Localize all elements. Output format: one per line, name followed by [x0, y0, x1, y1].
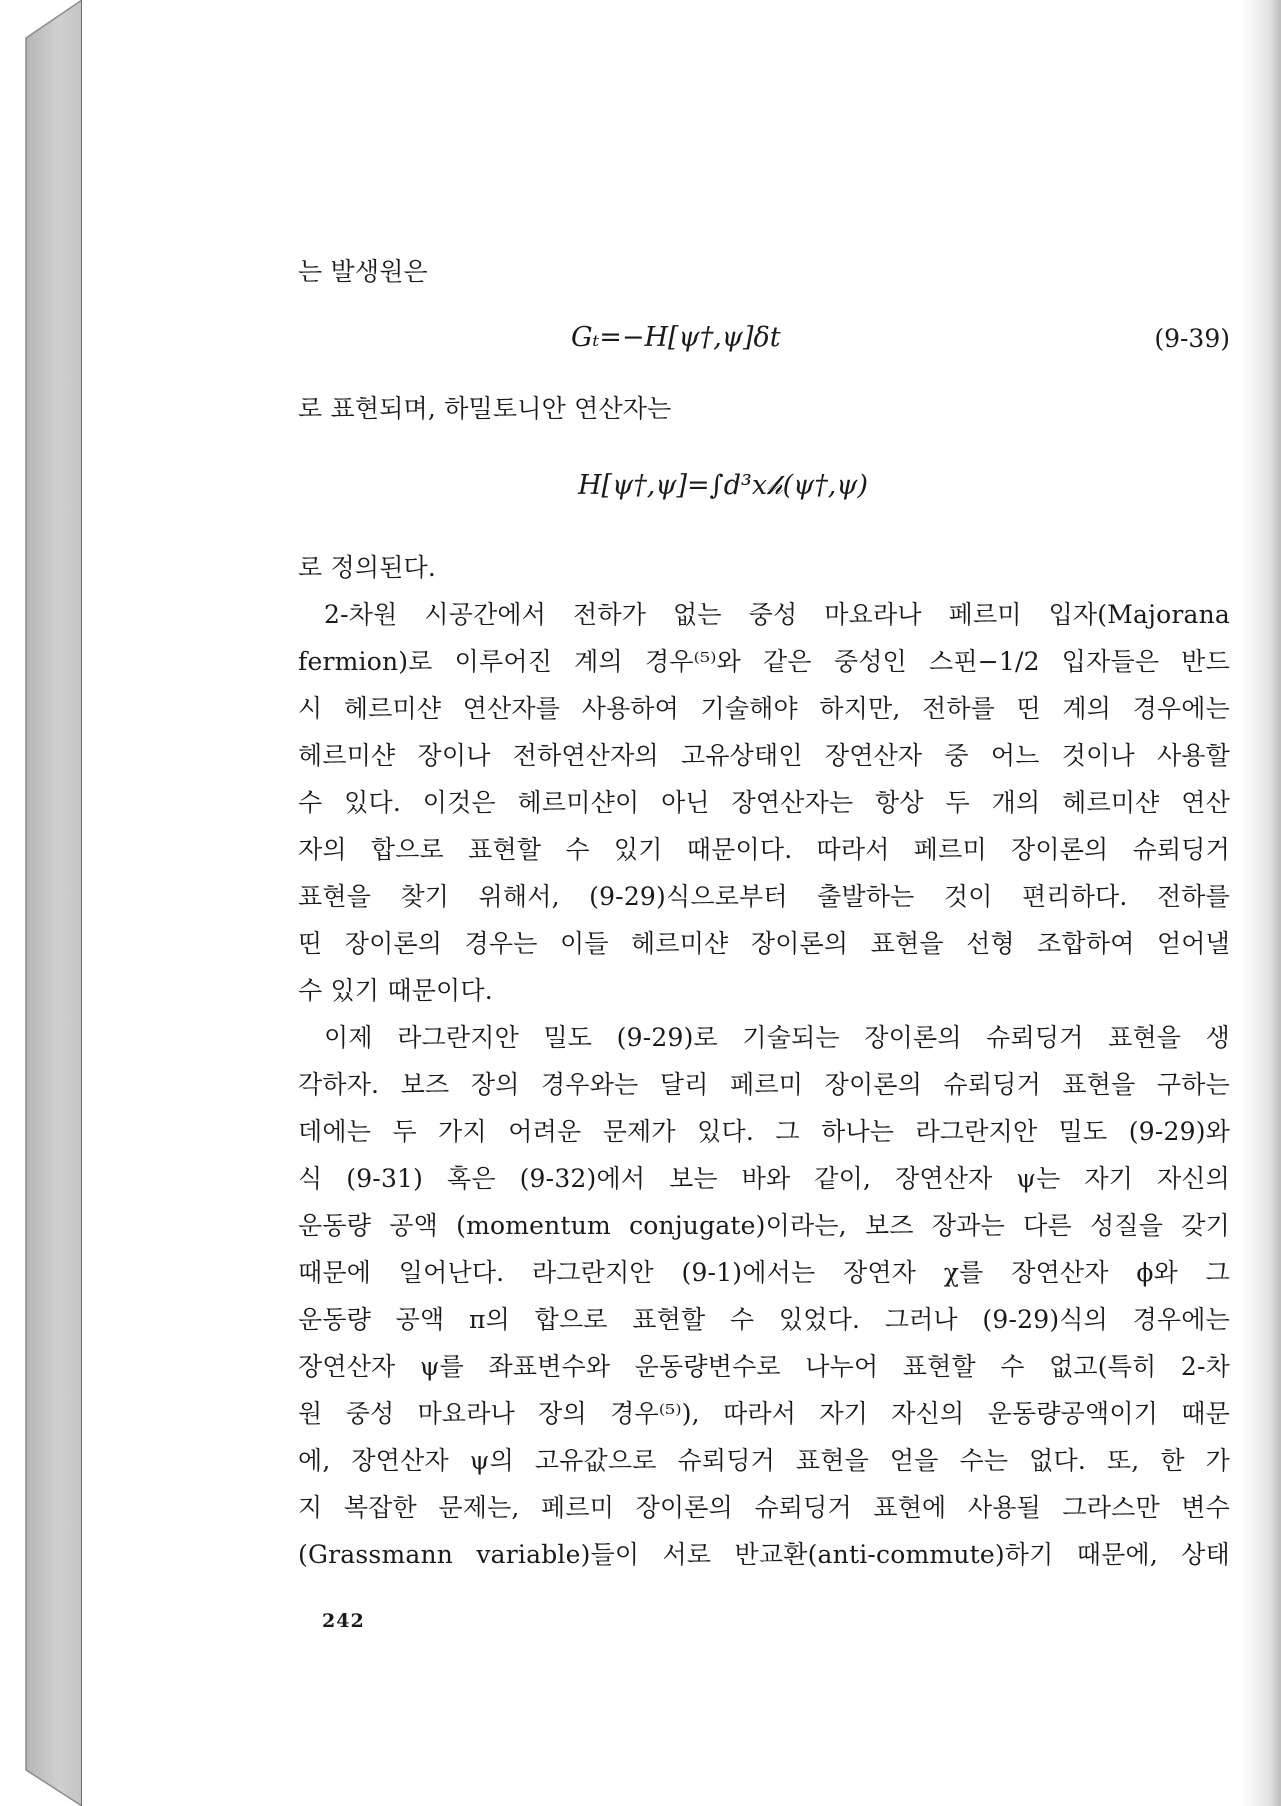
paragraph-2-line-5: 운동량 공액 (momentum conjugate)이라는, 보즈 장과는 다른 성질을 갖기: [298, 1211, 1230, 1240]
text-line-2: 로 표현되며, 하밀토니안 연산자는: [298, 394, 672, 423]
paragraph-2-line-4: 식 (9-31) 혹은 (9-32)에서 보는 바와 같이, 장연산자 ψ는 자기 자신의: [298, 1164, 1230, 1193]
paragraph-2-line-2: 각하자. 보즈 장의 경우와는 달리 페르미 장이론의 슈뢰딩거 표현을 구하는: [298, 1070, 1230, 1099]
paragraph-1-line-6: 자의 합으로 표현할 수 있기 때문이다. 따라서 페르미 장이론의 슈뢰딩거: [298, 835, 1230, 864]
text-line-3: 로 정의된다.: [298, 553, 437, 582]
paragraph-2-line-12: (Grassmann variable)들이 서로 반교환(anti-commute)하기 때문에, 상태: [298, 1540, 1230, 1569]
paragraph-1-line-2: fermion)로 이루어진 계의 경우⁽⁵⁾와 같은 중성인 스핀−1/2 입자들은 반드: [298, 647, 1230, 676]
paragraph-2-line-7: 운동량 공액 π의 합으로 표현할 수 있었다. 그러나 (9-29)식의 경우에는: [298, 1305, 1230, 1334]
text-line-1: 는 발생원은: [298, 257, 428, 286]
equation-9-39: Gₜ=−H[ψ†,ψ]δt: [571, 322, 781, 353]
paragraph-2-line-10: 에, 장연산자 ψ의 고유값으로 슈뢰딩거 표현을 얻을 수는 없다. 또, 한 가: [298, 1446, 1230, 1475]
paragraph-1-line-5: 수 있다. 이것은 헤르미샨이 아닌 장연산자는 항상 두 개의 헤르미샨 연산: [298, 788, 1230, 817]
paragraph-2-line-11: 지 복잡한 문제는, 페르미 장이론의 슈뢰딩거 표현에 사용될 그라스만 변수: [298, 1493, 1230, 1522]
equation-hamiltonian: H[ψ†,ψ]=∫d³x𝒽(ψ†,ψ): [578, 470, 869, 501]
paragraph-1-line-9: 수 있기 때문이다.: [298, 976, 493, 1005]
paragraph-1-line-3: 시 헤르미샨 연산자를 사용하여 기술해야 하지만, 전하를 띤 계의 경우에는: [298, 694, 1230, 723]
paragraph-2-line-9: 원 중성 마요라나 장의 경우⁽⁵⁾), 따라서 자기 자신의 운동량공액이기 때문: [298, 1399, 1230, 1428]
paragraph-2-line-6: 때문에 일어난다. 라그란지안 (9-1)에서는 장연자 χ를 장연산자 ϕ와 그: [298, 1258, 1230, 1287]
page: [82, 0, 1281, 1806]
paragraph-1-line-1: 2-차원 시공간에서 전하가 없는 중성 마요라나 페르미 입자(Majorana: [324, 600, 1230, 629]
paragraph-1-line-7: 표현을 찾기 위해서, (9-29)식으로부터 출발하는 것이 편리하다. 전하를: [298, 882, 1230, 911]
paragraph-1-line-4: 헤르미샨 장이나 전하연산자의 고유상태인 장연산자 중 어느 것이나 사용할: [298, 741, 1230, 770]
paragraph-2-line-3: 데에는 두 가지 어려운 문제가 있다. 그 하나는 라그란지안 밀도 (9-29)와: [298, 1117, 1230, 1146]
book-spine: [0, 0, 82, 1806]
paragraph-1-line-8: 띤 장이론의 경우는 이들 헤르미샨 장이론의 표현을 선형 조합하여 얻어낼: [298, 929, 1230, 958]
equation-number: (9-39): [1154, 324, 1230, 353]
page-number: 242: [322, 1610, 365, 1632]
paragraph-2-line-1: 이제 라그란지안 밀도 (9-29)로 기술되는 장이론의 슈뢰딩거 표현을 생: [324, 1023, 1230, 1052]
paragraph-2-line-8: 장연산자 ψ를 좌표변수와 운동량변수로 나누어 표현할 수 없고(특히 2-차: [298, 1352, 1230, 1381]
